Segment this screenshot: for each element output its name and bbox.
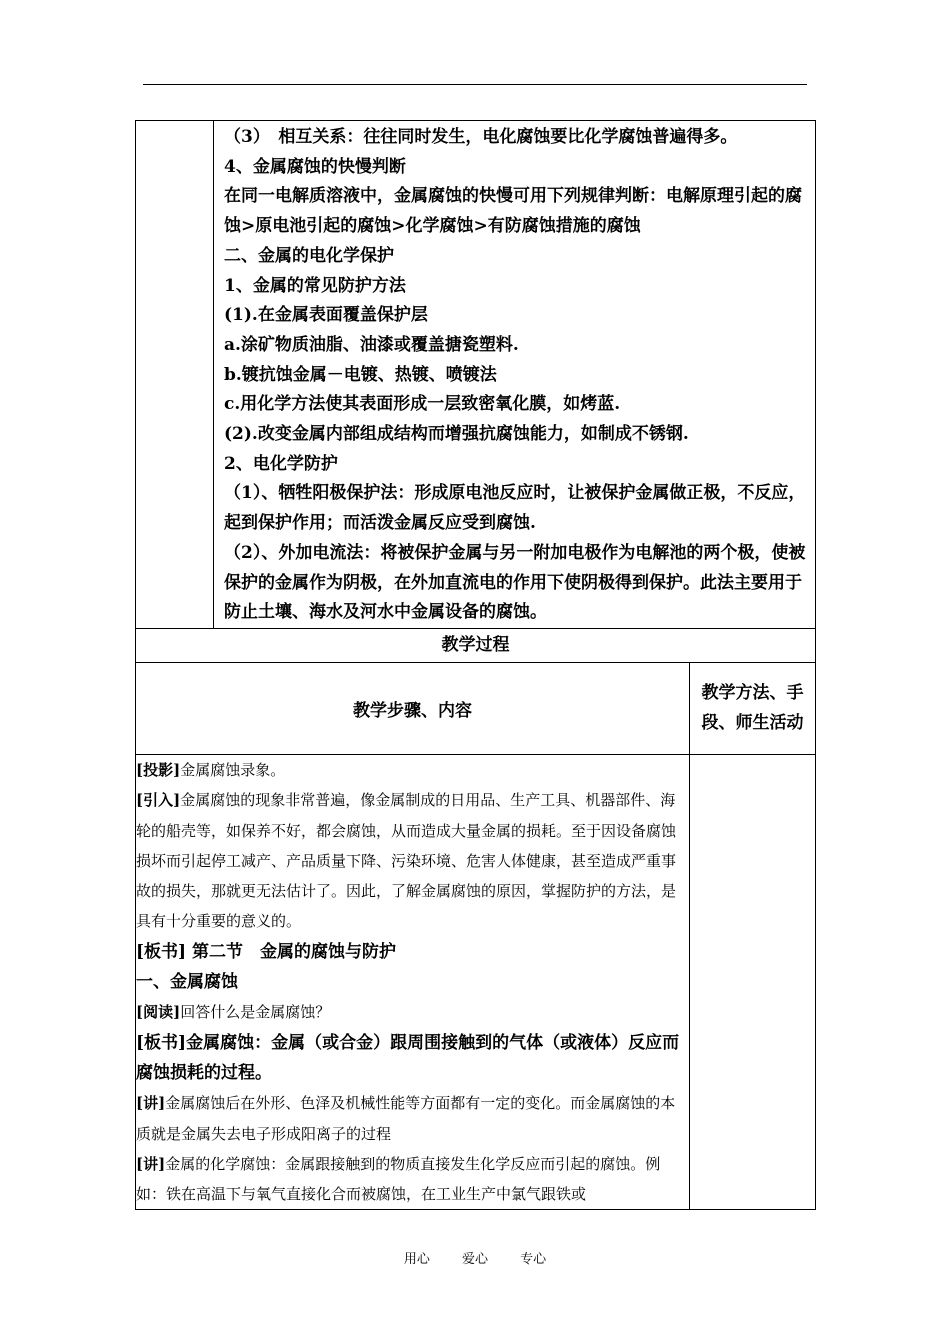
line-coating-a: a.涂矿物质油脂、油漆或覆盖搪瓷塑料. bbox=[224, 334, 519, 355]
line-coating: (1).在金属表面覆盖保护层 bbox=[224, 305, 428, 326]
process-title-row bbox=[136, 628, 816, 662]
lecture-2-text: 金属的化学腐蚀：金属跟接触到的物质直接发生化学反应而引起的腐蚀。例如：铁在高温下与氧气直接化合而被腐蚀，在工业生产中氯气跟铁或 bbox=[136, 1154, 661, 1204]
board-definition: [板书]金属腐蚀：金属（或合金）跟周围接触到的气体（或液体）反应而腐蚀损耗的过程。 bbox=[136, 1032, 680, 1083]
top-left-blank-cell bbox=[136, 121, 214, 629]
column-header-row bbox=[136, 662, 816, 754]
process-content-row bbox=[136, 754, 816, 1209]
reading-text: 回答什么是金属腐蚀？ bbox=[180, 1003, 331, 1022]
tag-introduction: [引入] bbox=[136, 791, 181, 810]
footer-word-1: 用心 bbox=[403, 1252, 430, 1267]
steps-header: 教学步骤、内容 bbox=[136, 662, 690, 754]
tag-projection: [投影] bbox=[136, 760, 181, 779]
lecture-1-text: 金属腐蚀后在外形、色泽及机械性能等方面都有一定的变化。而金属腐蚀的本质就是金属失去电子形成阳离子的过程 bbox=[136, 1094, 676, 1143]
board-heading-corrosion: 一、金属腐蚀 bbox=[136, 972, 238, 993]
method-content-cell bbox=[689, 754, 815, 1209]
line-coating-c: c.用化学方法使其表面形成一层致密氧化膜，如烤蓝. bbox=[224, 394, 621, 415]
line-electrochemical-heading: 2、电化学防护 bbox=[224, 453, 338, 474]
top-content-cell bbox=[214, 121, 816, 629]
line-speed-heading: 4、金属腐蚀的快慢判断 bbox=[224, 156, 406, 177]
tag-reading: [阅读] bbox=[136, 1003, 181, 1022]
paragraph-introduction bbox=[136, 785, 689, 936]
line-common-methods: 1、金属的常见防护方法 bbox=[224, 275, 406, 296]
process-title: 教学过程 bbox=[136, 628, 816, 662]
line-relationship: （3） 相互关系：往往同时发生，电化腐蚀要比化学腐蚀普遍得多。 bbox=[224, 127, 738, 147]
line-protection-heading: 二、金属的电化学保护 bbox=[224, 245, 394, 266]
method-header: 教学方法、手段、师生活动 bbox=[689, 662, 815, 754]
paragraph-lecture-2 bbox=[136, 1149, 689, 1210]
line-impressed-current: （2）、外加电流法：将被保护金属与另一附加电极作为电解池的两个极，使被保护的金属作为阴极，在外加直流电的作用下使阴极得到保护。此法主要用于防止土壤、海水及河水中金属设备的腐蚀。 bbox=[224, 542, 806, 623]
line-sacrificial-anode: （1）、牺牲阳极保护法：形成原电池反应时，让被保护金属做正极，不反应，起到保护作用；而活泼金属反应受到腐蚀. bbox=[224, 483, 806, 534]
footer-word-3: 专心 bbox=[520, 1252, 547, 1267]
process-content-cell bbox=[136, 754, 690, 1209]
tag-lecture-1: [讲] bbox=[136, 1094, 166, 1113]
paragraph-reading bbox=[136, 997, 689, 1027]
lesson-table bbox=[135, 120, 816, 1210]
footer-word-2: 爱心 bbox=[461, 1252, 488, 1267]
line-speed-rule: 在同一电解质溶液中，金属腐蚀的快慢可用下列规律判断：电解原理引起的腐蚀>原电池引起的腐蚀>化学腐蚀>有防腐蚀措施的腐蚀 bbox=[224, 186, 802, 237]
paragraph-lecture-1 bbox=[136, 1088, 689, 1149]
introduction-text: 金属腐蚀的现象非常普遍，像金属制成的日用品、生产工具、机器部件、海轮的船壳等，如保养不好，都会腐蚀，从而造成大量金属的损耗。至于因设备腐蚀损坏而引起停工减产、产品质量下降、污染环境、危害人体健康，甚至造成严重事故的损失，那就更无法估计了。因此，了解金属腐蚀的原因，掌握防护的方法，是具有十分重要的意义的。 bbox=[136, 791, 677, 931]
page-footer bbox=[0, 1248, 950, 1267]
paragraph-projection bbox=[136, 755, 689, 785]
board-section-title: [板书] 第二节 金属的腐蚀与防护 bbox=[136, 941, 397, 962]
tag-lecture-2: [讲] bbox=[136, 1154, 166, 1173]
line-coating-b: b.镀抗蚀金属－电镀、热镀、喷镀法 bbox=[224, 364, 497, 385]
projection-text: 金属腐蚀录象。 bbox=[180, 760, 286, 779]
line-internal-structure: (2).改变金属内部组成结构而增强抗腐蚀能力，如制成不锈钢. bbox=[224, 424, 689, 445]
top-section-row bbox=[136, 121, 816, 629]
header-rule bbox=[143, 84, 807, 85]
